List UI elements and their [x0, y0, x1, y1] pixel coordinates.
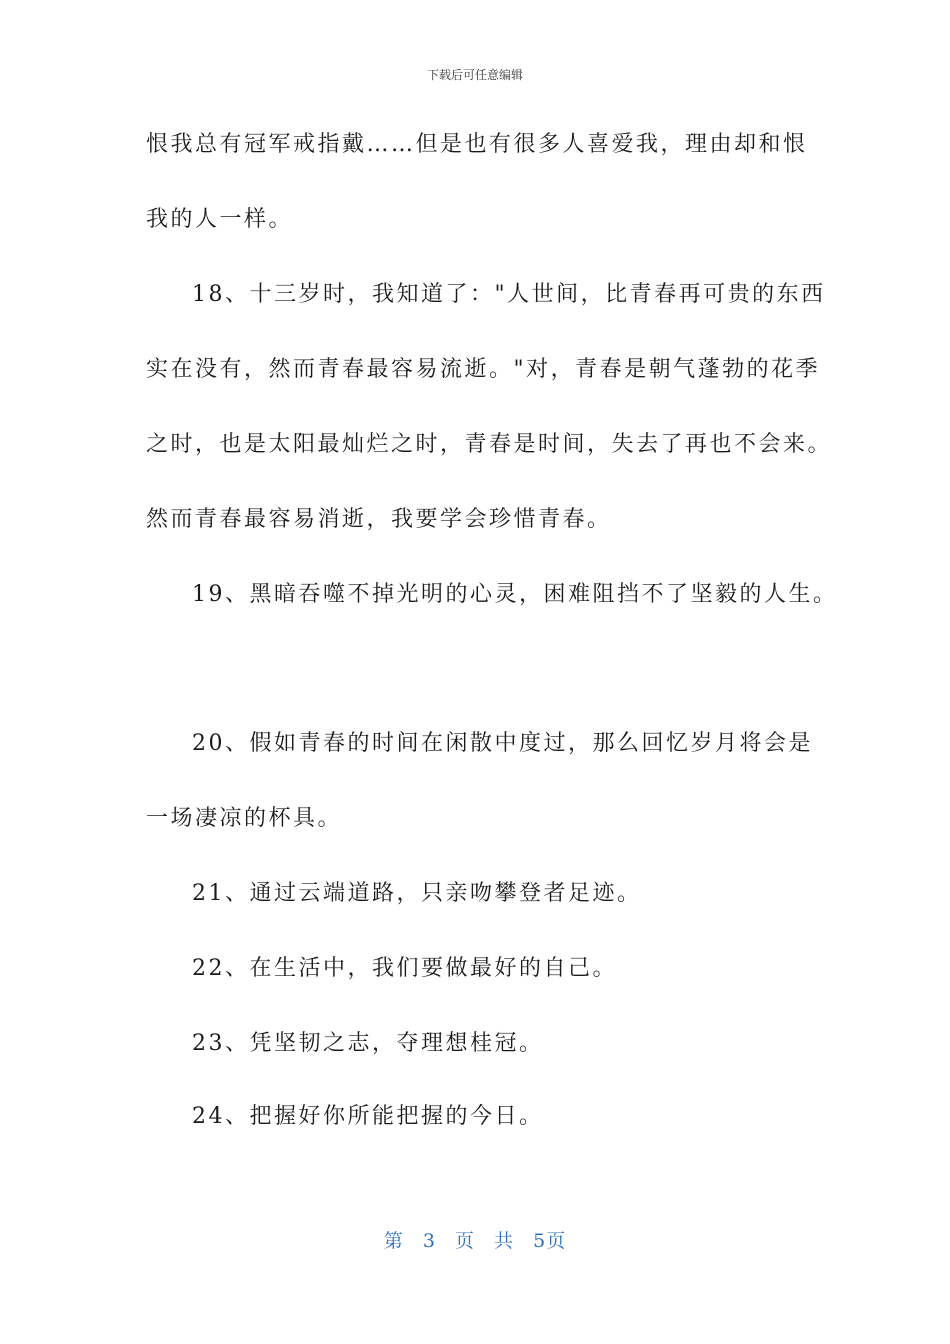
text-line-7: 19、黑暗吞噬不掉光明的心灵，困难阻挡不了坚毅的人生。: [192, 582, 838, 607]
text-line-3: 18、十三岁时，我知道了："人世间，比青春再可贵的东西: [192, 282, 826, 307]
text-line-12: 23、凭坚韧之志，夺理想桂冠。: [192, 1031, 544, 1056]
text-line-5: 之时，也是太阳最灿烂之时，青春是时间，失去了再也不会来。: [146, 432, 833, 457]
text-line-6: 然而青春最容易消逝，我要学会珍惜青春。: [146, 507, 612, 532]
text-line-11: 22、在生活中，我们要做最好的自己。: [192, 956, 617, 981]
footer-di: 第: [383, 1230, 404, 1252]
page-header: 下载后可任意编辑: [426, 68, 523, 82]
text-line-4: 实在没有，然而青春最容易流逝。"对，青春是朝气蓬勃的花季: [146, 357, 821, 382]
footer-page-number: 3: [422, 1230, 436, 1252]
text-line-10: 21、通过云端道路，只亲吻攀登者足迹。: [192, 881, 642, 906]
text-line-13: 24、把握好你所能把握的今日。: [192, 1104, 544, 1129]
page-footer: [0, 1226, 950, 1253]
text-line-9: 一场凄凉的杯具。: [146, 806, 343, 831]
footer-ye: 页: [454, 1230, 475, 1252]
footer-gong: 共: [494, 1230, 515, 1252]
footer-total-pages: 5页: [533, 1230, 567, 1252]
text-line-8: 20、假如青春的时间在闲散中度过，那么回忆岁月将会是: [192, 731, 813, 756]
text-line-2: 我的人一样。: [146, 207, 294, 232]
text-line-1: 恨我总有冠军戒指戴……但是也有很多人喜爱我，理由却和恨: [146, 132, 808, 157]
